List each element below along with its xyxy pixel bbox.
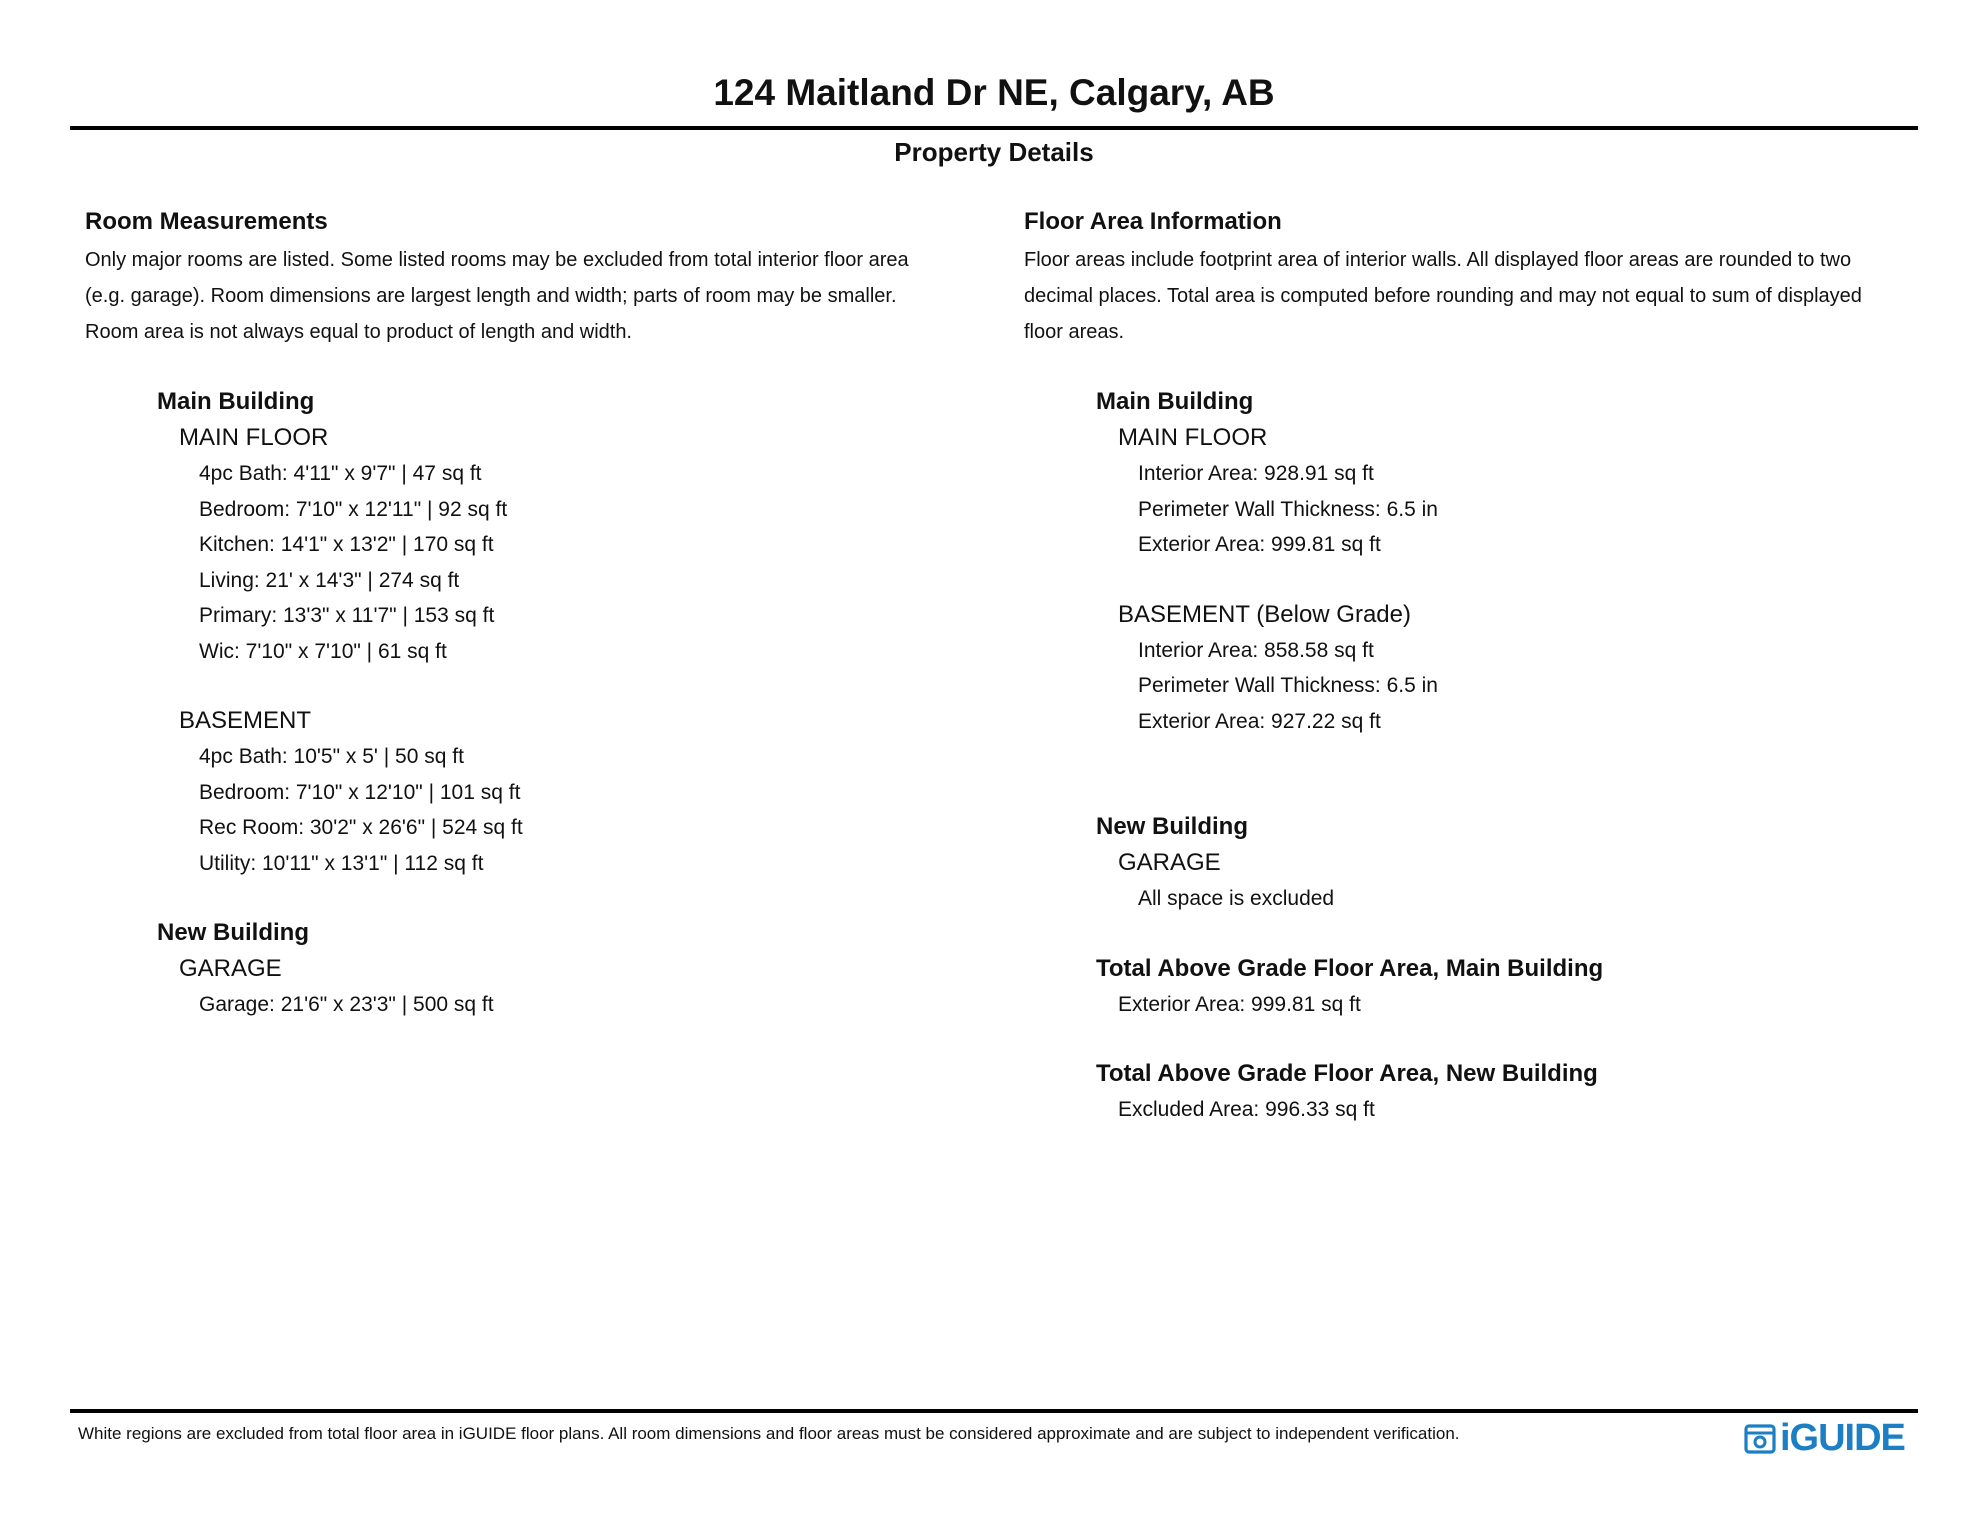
area-item: Exterior Area: 999.81 sq ft — [1138, 533, 1381, 556]
area-item: Perimeter Wall Thickness: 6.5 in — [1138, 497, 1438, 521]
total-new-building — [1096, 1056, 1924, 1128]
floor-heading: BASEMENT (Below Grade) — [1118, 600, 1411, 628]
description-line: Floor areas include footprint area of interior walls. All displayed floor areas are rounded to two — [1024, 249, 1852, 271]
room-measurements-section — [85, 204, 985, 1023]
total-value: Excluded Area: 996.33 sq ft — [1118, 1098, 1375, 1121]
footer-rule — [70, 1409, 1918, 1413]
rooms-main-building — [157, 384, 985, 881]
description-line: Room area is not always equal to product of length and width. — [85, 321, 632, 343]
room-measurements-description — [85, 242, 985, 350]
room-item: Wic: 7'10" x 7'10" | 61 sq ft — [199, 639, 447, 663]
building-heading: Main Building — [157, 388, 315, 415]
description-line: decimal places. Total area is computed before rounding and may not equal to sum of displayed — [1024, 285, 1862, 307]
rooms-new-building — [157, 915, 985, 1023]
logo-text: iGUIDE — [1780, 1417, 1905, 1459]
room-item: Rec Room: 30'2" x 26'6" | 524 sq ft — [199, 816, 523, 839]
building-heading: Main Building — [1096, 388, 1254, 415]
building-heading: New Building — [1096, 813, 1248, 840]
header-rule — [70, 126, 1918, 130]
room-item: 4pc Bath: 10'5" x 5' | 50 sq ft — [199, 745, 464, 768]
floor-heading: GARAGE — [1118, 849, 1221, 876]
room-measurements-heading: Room Measurements — [85, 208, 328, 235]
floor-area-section — [1024, 204, 1924, 1128]
room-item: Living: 21' x 14'3" | 274 sq ft — [199, 568, 460, 592]
floor-heading: GARAGE — [179, 955, 282, 982]
floor-heading: MAIN FLOOR — [179, 424, 329, 451]
room-item: Bedroom: 7'10" x 12'11" | 92 sq ft — [199, 497, 508, 521]
area-item: Interior Area: 928.91 sq ft — [1138, 462, 1374, 485]
area-item: All space is excluded — [1138, 887, 1335, 910]
room-item: Kitchen: 14'1" x 13'2" | 170 sq ft — [199, 533, 494, 556]
area-item: Interior Area: 858.58 sq ft — [1138, 638, 1374, 662]
camera-box-icon — [1744, 1421, 1776, 1455]
floor-heading: MAIN FLOOR — [1118, 424, 1268, 451]
description-line: (e.g. garage). Room dimensions are largest length and width; parts of room may be smaller. — [85, 285, 897, 307]
floor-area-heading: Floor Area Information — [1024, 208, 1282, 235]
total-heading: Total Above Grade Floor Area, New Building — [1096, 1060, 1598, 1087]
description-line: Only major rooms are listed. Some listed rooms may be excluded from total interior floor area — [85, 249, 909, 271]
iguide-logo — [1744, 1418, 1905, 1458]
room-item: 4pc Bath: 4'11" x 9'7" | 47 sq ft — [199, 462, 482, 485]
footer-disclaimer: White regions are excluded from total floor area in iGUIDE floor plans. All room dimensions and floor areas must be considered approximate and are subject to independent verification. — [78, 1424, 1460, 1443]
room-item: Garage: 21'6" x 23'3" | 500 sq ft — [199, 993, 494, 1016]
area-item: Perimeter Wall Thickness: 6.5 in — [1138, 674, 1438, 697]
total-main-building — [1096, 951, 1924, 1023]
floor-area-description — [1024, 242, 1924, 350]
room-item: Utility: 10'11" x 13'1" | 112 sq ft — [199, 851, 484, 875]
description-line: floor areas. — [1024, 321, 1125, 343]
area-item: Exterior Area: 927.22 sq ft — [1138, 709, 1381, 733]
page-title: 124 Maitland Dr NE, Calgary, AB — [713, 72, 1275, 113]
building-heading: New Building — [157, 919, 309, 946]
room-item: Bedroom: 7'10" x 12'10" | 101 sq ft — [199, 780, 521, 804]
room-item: Primary: 13'3" x 11'7" | 153 sq ft — [199, 604, 495, 627]
area-main-building — [1096, 384, 1924, 739]
total-value: Exterior Area: 999.81 sq ft — [1118, 992, 1361, 1016]
page-subtitle: Property Details — [894, 137, 1094, 167]
total-heading: Total Above Grade Floor Area, Main Building — [1096, 954, 1604, 982]
floor-heading: BASEMENT — [179, 707, 312, 734]
area-new-building — [1096, 809, 1924, 917]
